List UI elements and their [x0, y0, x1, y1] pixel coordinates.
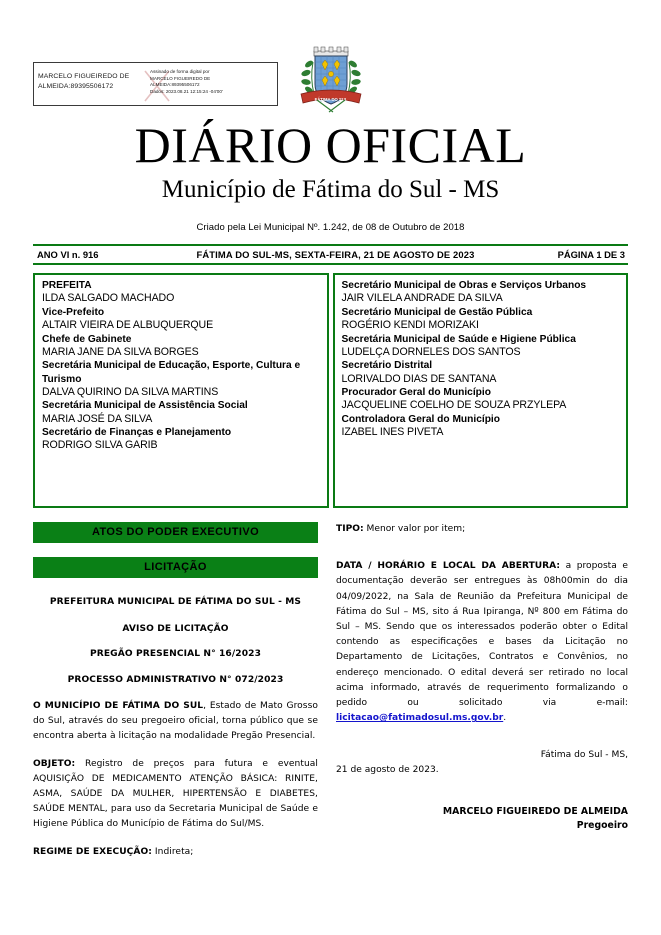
page-title: DIÁRIO OFICIAL — [134, 117, 527, 173]
official-name: ALTAIR VIEIRA DE ALBUQUERQUE — [42, 319, 214, 331]
section-header-executive-acts: ATOS DO PODER EXECUTIVO — [33, 522, 318, 543]
official-role: Controladora Geral do Município — [341, 413, 500, 425]
officials-column-left — [33, 273, 329, 508]
signature-date: 21 de agosto de 2023. — [336, 764, 439, 775]
page-indicator: PÁGINA 1 DE 3 — [557, 249, 625, 260]
official-name: MARIA JANE DA SILVA BORGES — [42, 345, 199, 358]
signature-box — [33, 62, 278, 106]
issue-strip — [33, 244, 628, 265]
body-columns — [33, 522, 628, 872]
signature-metadata — [146, 63, 277, 105]
notice-heading-number: PREGÃO PRESENCIAL N° 16/2023 — [90, 649, 261, 659]
signature-signer-line1: MARCELO FIGUEIREDO DE — [38, 73, 130, 80]
notice-intro-bold: O MUNICÍPIO DE FÁTIMA DO SUL — [33, 701, 204, 711]
official-entry — [42, 426, 322, 453]
digital-signature-stamp — [33, 62, 278, 106]
official-entry — [342, 386, 622, 413]
official-name: JACQUELINE COELHO DE SOUZA PRZYLEPA — [341, 399, 567, 412]
notice-heading-type: AVISO DE LICITAÇÃO — [122, 623, 229, 634]
data-text-1: a proposta e documentação deverão ser entregues às — [336, 561, 628, 587]
signature-city: Fátima do Sul - MS, — [540, 750, 628, 761]
officials-column-right — [333, 273, 629, 508]
spacer — [336, 537, 628, 559]
page-subtitle: Município de Fátima do Sul - MS — [161, 176, 500, 203]
official-role: Secretário Municipal de Gestão Pública — [341, 306, 533, 318]
edital-retrieval-note: O edital deverá ser retirado no local acima informado, através de requerimento formalizando o pedido ou solicitado via e-mail: — [336, 667, 628, 709]
official-name: IZABEL INES PIVETA — [341, 426, 444, 439]
official-name: DALVA QUIRINO DA SILVA MARTINS — [42, 385, 219, 398]
official-role: Secretário de Finanças e Planejamento — [42, 427, 232, 439]
signature-signer-line2: ALMEIDA:89395506172 — [38, 82, 114, 90]
official-role: Secretária Municipal de Assistência Social — [42, 400, 248, 412]
tipo-text: Menor valor por item; — [363, 524, 466, 534]
official-role: PREFEITA — [42, 280, 92, 291]
signature-meta-line2: MARCELO FIGUEIREDO DE — [150, 75, 211, 81]
email-link[interactable]: licitacao@fatimadosul.ms.gov.br — [336, 713, 504, 724]
official-name: LORIVALDO DIAS DE SANTANA — [341, 372, 497, 385]
notice-heading-process: PROCESSO ADMINISTRATIVO N° 072/2023 — [67, 674, 284, 685]
official-name: RODRIGO SILVA GARIB — [42, 439, 158, 452]
email-tail: . — [503, 713, 507, 724]
objeto-label: OBJETO: — [33, 758, 76, 769]
official-role: Vice-Prefeito — [42, 306, 105, 318]
official-entry — [42, 333, 322, 360]
notice-intro-paragraph — [33, 699, 318, 745]
creation-law-line: Criado pela Lei Municipal Nº. 1.242, de 08 de Outubro de 2018 — [196, 222, 465, 233]
right-column — [336, 522, 628, 872]
signatory-name: MARCELO FIGUEIREDO DE ALMEIDA — [442, 805, 628, 817]
regime-label: REGIME DE EXECUÇÃO: — [33, 846, 152, 857]
official-name: LUDELÇA DORNELES DOS SANTOS — [341, 345, 521, 358]
official-role: Secretária Municipal de Educação, Esporte, Cultura e Turismo — [42, 360, 301, 385]
left-column — [33, 522, 318, 872]
issue-date: FÁTIMA DO SUL-MS, SEXTA-FEIRA, 21 DE AGOSTO DE 2023 — [196, 249, 475, 260]
signature-meta-line1: Assinado de forma digital por — [150, 69, 210, 74]
tipo-label: TIPO: — [336, 524, 364, 534]
notice-tipo-paragraph — [336, 522, 628, 537]
official-name: JAIR VILELA ANDRADE DA SILVA — [341, 292, 503, 305]
official-entry — [342, 359, 622, 386]
official-entry — [42, 279, 322, 306]
official-name: ILDA SALGADO MACHADO — [42, 292, 175, 305]
notice-intro-rest: , Estado de Mato Grosso do Sul, através do seu pregoeiro oficial, torna público que se encontra aberta à licitação na modalidade Pregão Presencial. — [33, 701, 318, 742]
data-text-2: , na Sala de Reunião da Prefeitura Municipal de Fátima do Sul – MS, sito á Rua Ipiranga, Nº 800 em Fátima do Sul – MS. Sendo que os interessados poderão obter o Edital contendo as especificações e bases da Licitação no Departamento de Licitações, Contratos e Convênios, no endereço mencionado. — [336, 591, 628, 678]
notice-data-paragraph — [336, 559, 628, 726]
official-role: Procurador Geral do Município — [341, 387, 491, 399]
official-role: Secretário Distrital — [341, 360, 433, 372]
signature-meta-line3: ALMEIDA:89395506172 — [150, 82, 200, 88]
section-header-bidding: LICITAÇÃO — [33, 557, 318, 578]
official-name: ROGÉRIO KENDI MORIZAKI — [341, 319, 479, 331]
official-entry — [342, 306, 622, 333]
data-opening-time: 08h00min do dia 04/09/2022 — [336, 576, 628, 602]
signature-signer — [34, 63, 146, 105]
coat-of-arms-icon — [293, 42, 369, 122]
spacer — [336, 726, 628, 748]
signature-meta-line4: Dados: 2023.08.21 12:15:24 -04'00' — [150, 88, 223, 94]
official-entry — [42, 399, 322, 426]
notice-regime-paragraph — [33, 845, 318, 860]
official-entry — [342, 279, 622, 306]
data-label: DATA / HORÁRIO E LOCAL DA ABERTURA: — [336, 561, 561, 572]
official-role: Chefe de Gabinete — [42, 333, 132, 345]
objeto-text: Registro de preços para futura e eventual AQUISIÇÃO DE MEDICAMENTO ATENÇÃO BÁSICA: RINITE, ASMA, SAÚDE DA MULHER, HIPERTENSÃO E DIABETES, SAÚDE MENTAL, para uso da Secretaria Municipal de Saúde e Higiene Pública do Município de Fátima do Sul/MS. — [33, 758, 318, 830]
official-name: MARIA JOSÉ DA SILVA — [42, 412, 153, 425]
official-role: Secretária Municipal de Saúde e Higiene Pública — [341, 333, 576, 345]
official-role: Secretário Municipal de Obras e Serviços Urbanos — [341, 280, 587, 291]
notice-objeto-paragraph — [33, 757, 318, 833]
official-entry — [42, 359, 322, 399]
official-entry — [342, 413, 622, 440]
notice-heading-entity: PREFEITURA MUNICIPAL DE FÁTIMA DO SUL - MS — [49, 597, 302, 607]
issue-number: ANO VI n. 916 — [37, 249, 99, 260]
crest-banner-text: FÁTIMA DO SUL — [314, 97, 348, 102]
regime-text: Indireta; — [151, 846, 194, 857]
official-entry — [42, 306, 322, 333]
officials-table — [33, 273, 628, 508]
signatory-role: Pregoeiro — [576, 819, 628, 831]
official-entry — [342, 333, 622, 360]
